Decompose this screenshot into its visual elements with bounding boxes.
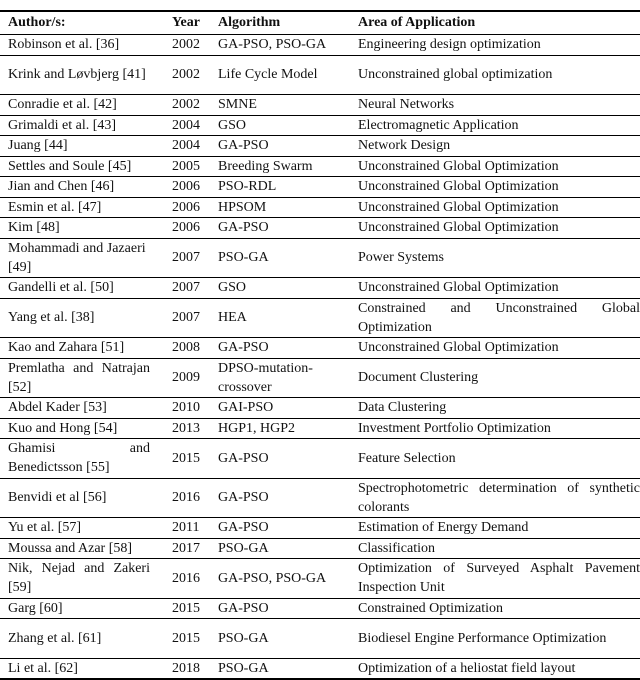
year-cell: 2002 (172, 37, 200, 53)
year-cell: 2016 (172, 570, 200, 586)
area-cell: Unconstrained global optimization (358, 67, 553, 83)
algorithm-cell: Life Cycle Model (218, 67, 318, 83)
table-row (0, 95, 640, 116)
area-cell: Constrained Optimization (358, 600, 504, 616)
author-cell: Nik, Nejad and Zakeri [59] (8, 561, 150, 596)
author-cell: Kao and Zahara [51] (8, 340, 125, 356)
year-cell: 2004 (172, 138, 200, 154)
algorithm-cell: HGP1, HGP2 (218, 420, 296, 436)
year-cell: 2008 (172, 340, 200, 356)
area-cell: Optimization of Surveyed Asphalt Pavement Inspection Unit (358, 561, 640, 596)
hybrid-algorithms-table (0, 10, 640, 680)
table-row (0, 658, 640, 679)
area-cell: Engineering design optimization (358, 37, 541, 53)
author-cell: Juang [44] (8, 138, 68, 154)
area-cell: Investment Portfolio Optimization (358, 420, 551, 436)
area-cell: Document Clustering (358, 370, 479, 386)
algorithm-cell: SMNE (218, 97, 257, 113)
header-year: Year (172, 15, 200, 30)
algorithm-cell: PSO-GA (218, 540, 269, 556)
algorithm-cell: Breeding Swarm (218, 158, 313, 174)
year-cell: 2006 (172, 220, 200, 236)
algorithm-cell: HEA (218, 310, 247, 326)
table-row (0, 538, 640, 559)
table-row (0, 398, 640, 419)
author-cell: Gandelli et al. [50] (8, 280, 114, 296)
algorithm-cell: PSO-GA (218, 250, 269, 266)
algorithm-cell: HPSOM (218, 199, 267, 215)
algorithm-cell: DPSO-mutation-crossover (218, 360, 313, 395)
table-row (0, 439, 640, 479)
table-row (0, 177, 640, 198)
table-row (0, 55, 640, 95)
header-author: Author/s: (8, 15, 66, 30)
author-cell: Grimaldi et al. [43] (8, 117, 117, 133)
area-cell: Unconstrained Global Optimization (358, 158, 559, 174)
author-cell: Esmin et al. [47] (8, 199, 102, 215)
algorithm-cell: GSO (218, 280, 247, 296)
area-cell: Unconstrained Global Optimization (358, 199, 559, 215)
algorithm-cell: PSO-GA (218, 630, 269, 646)
year-cell: 2006 (172, 179, 200, 195)
year-cell: 2010 (172, 400, 200, 416)
area-cell: Biodiesel Engine Performance Optimization (358, 630, 607, 646)
area-cell: Optimization of a heliostat field layout (358, 660, 576, 676)
area-cell: Constrained and Unconstrained Global Optimization (358, 300, 640, 335)
table-row (0, 338, 640, 359)
table-row (0, 218, 640, 239)
area-cell: Unconstrained Global Optimization (358, 340, 559, 356)
table-row (0, 197, 640, 218)
author-cell: Garg [60] (8, 600, 63, 616)
area-cell: Unconstrained Global Optimization (358, 220, 559, 236)
algorithm-cell: PSO-RDL (218, 179, 277, 195)
table-row (0, 358, 640, 398)
table-row (0, 35, 640, 56)
author-cell: Conradie et al. [42] (8, 97, 117, 113)
year-cell: 2007 (172, 250, 200, 266)
year-cell: 2009 (172, 370, 200, 386)
algorithm-cell: GA-PSO (218, 220, 269, 236)
author-cell: Yang et al. [38] (8, 310, 95, 326)
year-cell: 2017 (172, 540, 200, 556)
algorithm-cell: GAI-PSO (218, 400, 274, 416)
area-cell: Electromagnetic Application (358, 117, 519, 133)
algorithm-cell: GA-PSO, PSO-GA (218, 37, 327, 53)
table-row (0, 156, 640, 177)
area-cell: Estimation of Energy Demand (358, 520, 529, 536)
table-row (0, 298, 640, 338)
year-cell: 2016 (172, 490, 200, 506)
area-cell: Neural Networks (358, 97, 455, 113)
algorithm-cell: GA-PSO (218, 450, 269, 466)
table-row (0, 619, 640, 659)
area-cell: Unconstrained Global Optimization (358, 280, 559, 296)
author-cell: Zhang et al. [61] (8, 630, 102, 646)
table-row (0, 115, 640, 136)
algorithm-cell: GA-PSO (218, 600, 269, 616)
author-cell: Yu et al. [57] (8, 520, 82, 536)
year-cell: 2011 (172, 520, 200, 536)
table-row (0, 559, 640, 599)
author-cell: Moussa and Azar [58] (8, 540, 133, 556)
table-row (0, 238, 640, 278)
year-cell: 2015 (172, 600, 200, 616)
author-cell: Mohammadi and Jazaeri [49] (8, 240, 146, 275)
year-cell: 2007 (172, 280, 200, 296)
author-cell: Benvidi et al [56] (8, 490, 107, 506)
year-cell: 2015 (172, 630, 200, 646)
author-cell: Kuo and Hong [54] (8, 420, 118, 436)
table-row (0, 598, 640, 619)
author-cell: Premlatha and Natrajan [52] (8, 360, 150, 395)
algorithm-cell: GA-PSO (218, 340, 269, 356)
table-row (0, 136, 640, 157)
year-cell: 2018 (172, 660, 200, 676)
algorithm-cell: GSO (218, 117, 247, 133)
table-row (0, 518, 640, 539)
author-cell: Krink and Løvbjerg [41] (8, 67, 146, 83)
area-cell: Classification (358, 540, 435, 556)
year-cell: 2007 (172, 310, 200, 326)
author-cell: Jian and Chen [46] (8, 179, 115, 195)
area-cell: Data Clustering (358, 400, 447, 416)
area-cell: Spectrophotometric determination of synthetic colorants (358, 480, 640, 515)
area-cell: Power Systems (358, 250, 444, 266)
year-cell: 2002 (172, 97, 200, 113)
year-cell: 2004 (172, 117, 200, 133)
author-cell: Settles and Soule [45] (8, 158, 132, 174)
year-cell: 2006 (172, 199, 200, 215)
header-area: Area of Application (358, 15, 476, 30)
table-row (0, 478, 640, 518)
area-cell: Network Design (358, 138, 451, 154)
year-cell: 2002 (172, 67, 200, 83)
algorithm-cell: GA-PSO (218, 490, 269, 506)
table-row (0, 278, 640, 299)
author-cell: Robinson et al. [36] (8, 37, 120, 53)
author-cell: Abdel Kader [53] (8, 400, 107, 416)
table-header-row (0, 11, 640, 35)
year-cell: 2005 (172, 158, 200, 174)
author-cell: Li et al. [62] (8, 660, 78, 676)
area-cell: Feature Selection (358, 450, 456, 466)
algorithm-cell: GA-PSO (218, 138, 269, 154)
table-row (0, 418, 640, 439)
author-cell: Ghamisi and Benedictsson [55] (8, 441, 150, 476)
area-cell: Unconstrained Global Optimization (358, 179, 559, 195)
algorithm-cell: GA-PSO (218, 520, 269, 536)
algorithm-cell: PSO-GA (218, 660, 269, 676)
algorithm-cell: GA-PSO, PSO-GA (218, 570, 327, 586)
year-cell: 2015 (172, 450, 200, 466)
author-cell: Kim [48] (8, 220, 60, 236)
year-cell: 2013 (172, 420, 200, 436)
header-algorithm: Algorithm (218, 15, 281, 30)
